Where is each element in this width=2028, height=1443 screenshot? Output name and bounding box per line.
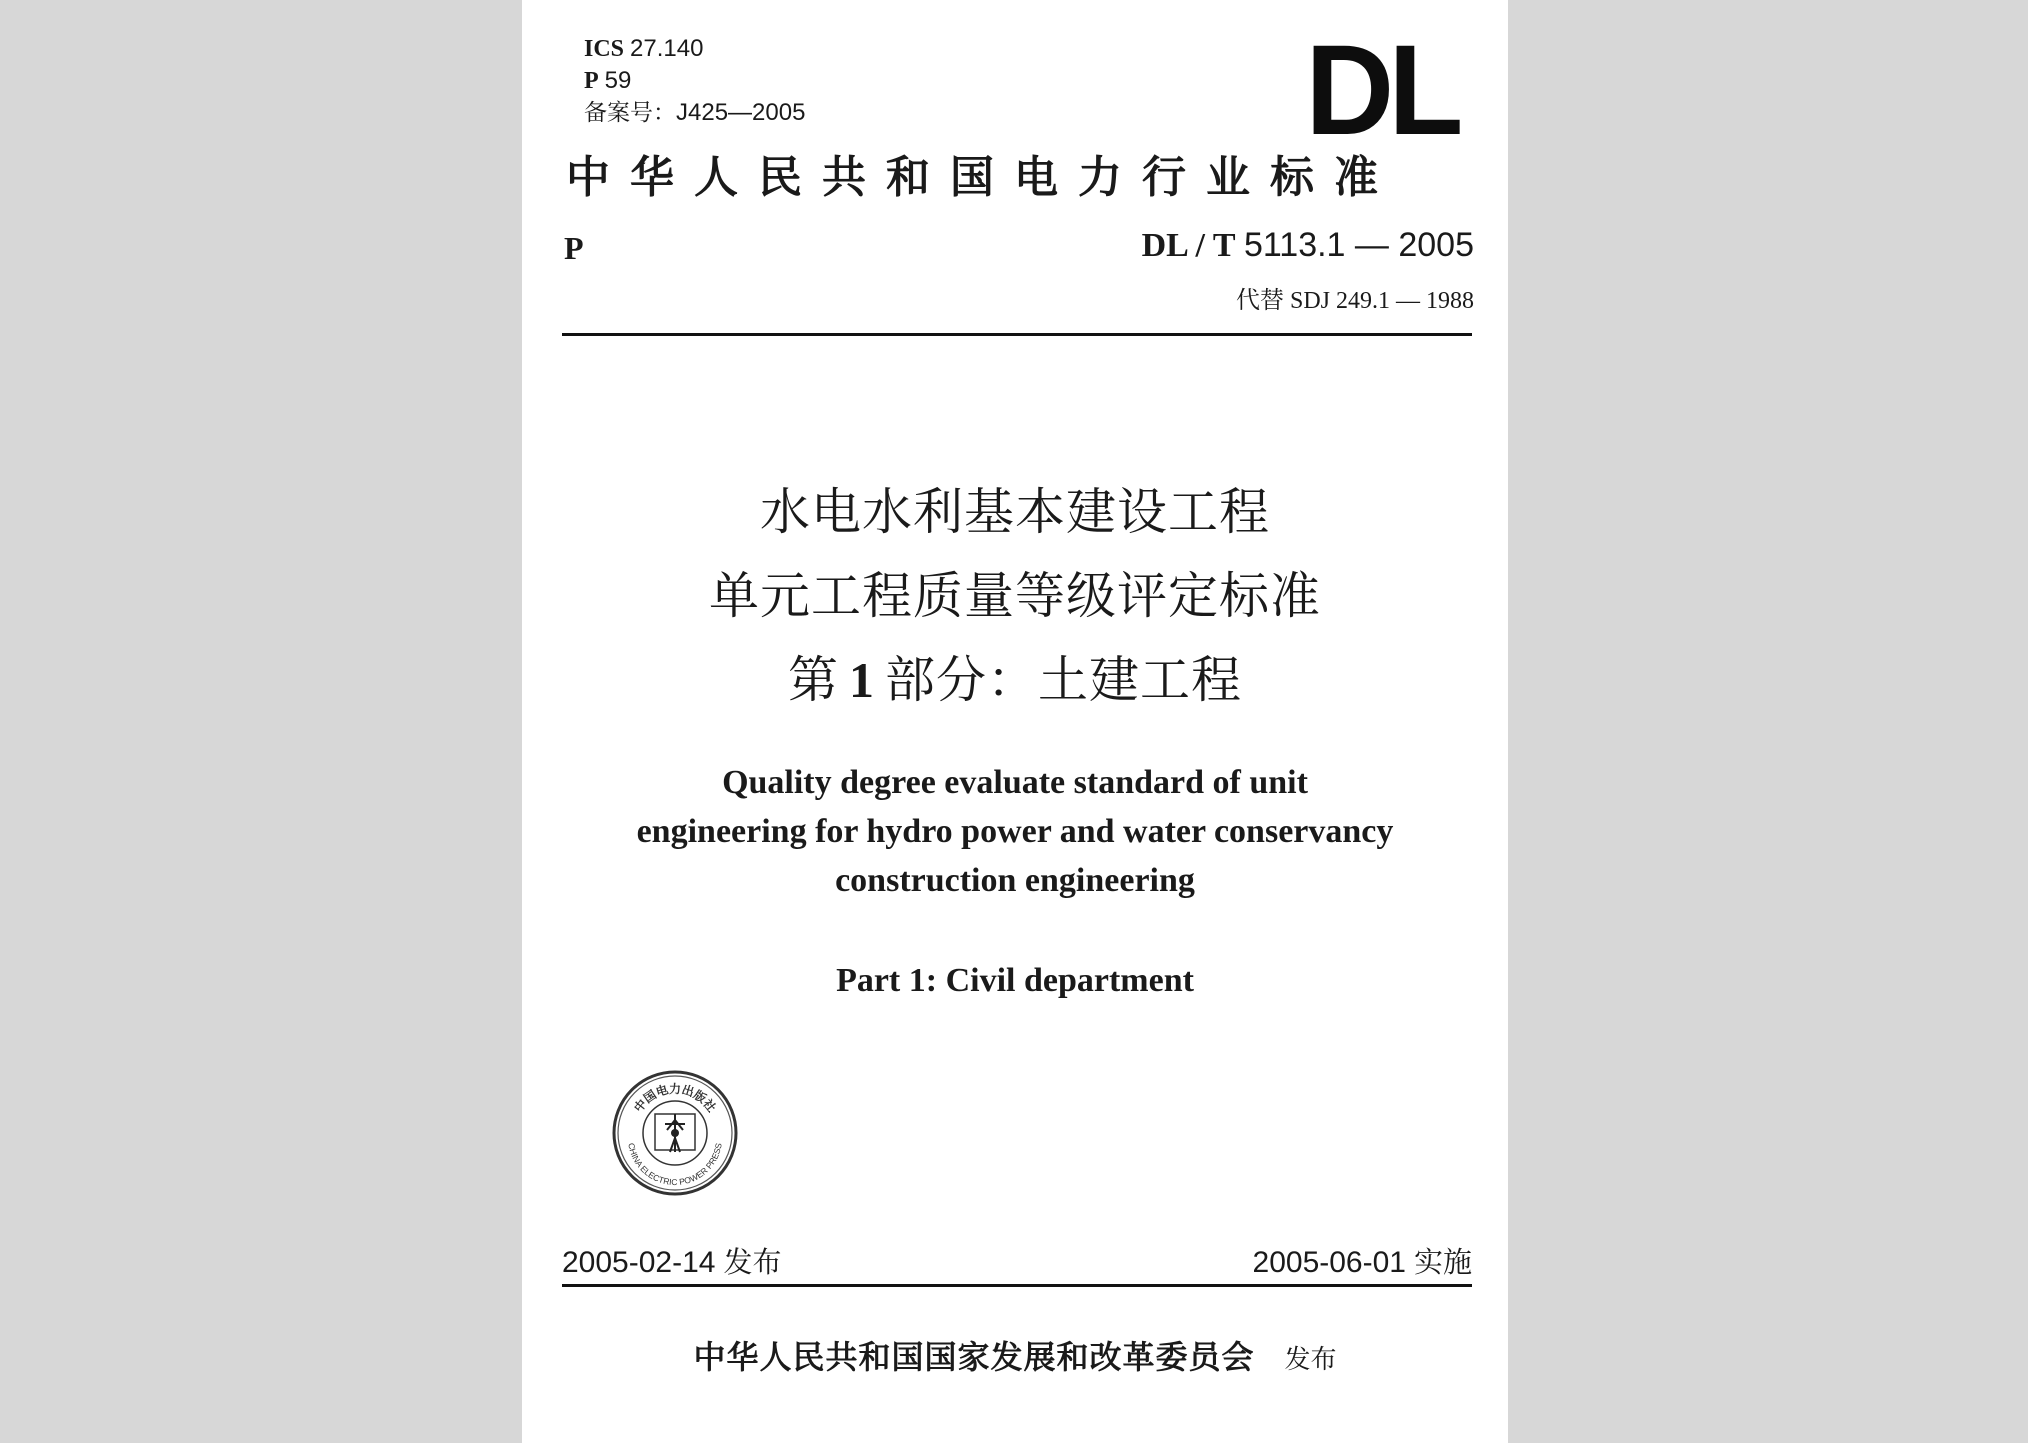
issuing-authority: 中华人民共和国国家发展和改革委员会 发布 <box>693 1338 1337 1376</box>
title-cn-line1: 水电水利基本建设工程 <box>760 483 1270 541</box>
svg-text:CHINA ELECTRIC POWER PRESS: CHINA ELECTRIC POWER PRESS <box>626 1142 724 1188</box>
title-en-part: Part 1: Civil department <box>836 962 1194 999</box>
replaces-standard: 代替 SDJ 249.1 — 1988 <box>1235 288 1474 314</box>
national-standard-heading: 中华人民共和国电力行业标准 <box>566 152 1398 203</box>
classification-code: P <box>564 230 584 266</box>
ccs-line: P 59 <box>584 67 632 94</box>
title-en-line3: construction engineering <box>835 862 1195 899</box>
effective-date: 2005-06-01 实施 <box>1252 1245 1472 1279</box>
ics-line: ICS 27.140 <box>584 35 704 62</box>
title-en-line1: Quality degree evaluate standard of unit <box>722 764 1308 801</box>
standard-number: DL / T 5113.1 — 2005 <box>1141 226 1474 264</box>
title-cn-line2: 单元工程质量等级评定标准 <box>709 567 1321 625</box>
header-divider <box>562 333 1472 336</box>
document-cover <box>522 0 1508 1443</box>
title-cn-line3: 第 1 部分：土建工程 <box>788 651 1242 709</box>
dl-logo: DL <box>1305 19 1458 162</box>
title-en-line2: engineering for hydro power and water conservancy <box>636 813 1394 850</box>
footer-divider <box>562 1284 1472 1287</box>
svg-text:中国电力出版社: 中国电力出版社 <box>631 1082 719 1115</box>
record-number-line: 备案号：J425—2005 <box>584 99 806 126</box>
issue-date: 2005-02-14 发布 <box>562 1245 782 1279</box>
publisher-seal-icon <box>610 1068 740 1198</box>
